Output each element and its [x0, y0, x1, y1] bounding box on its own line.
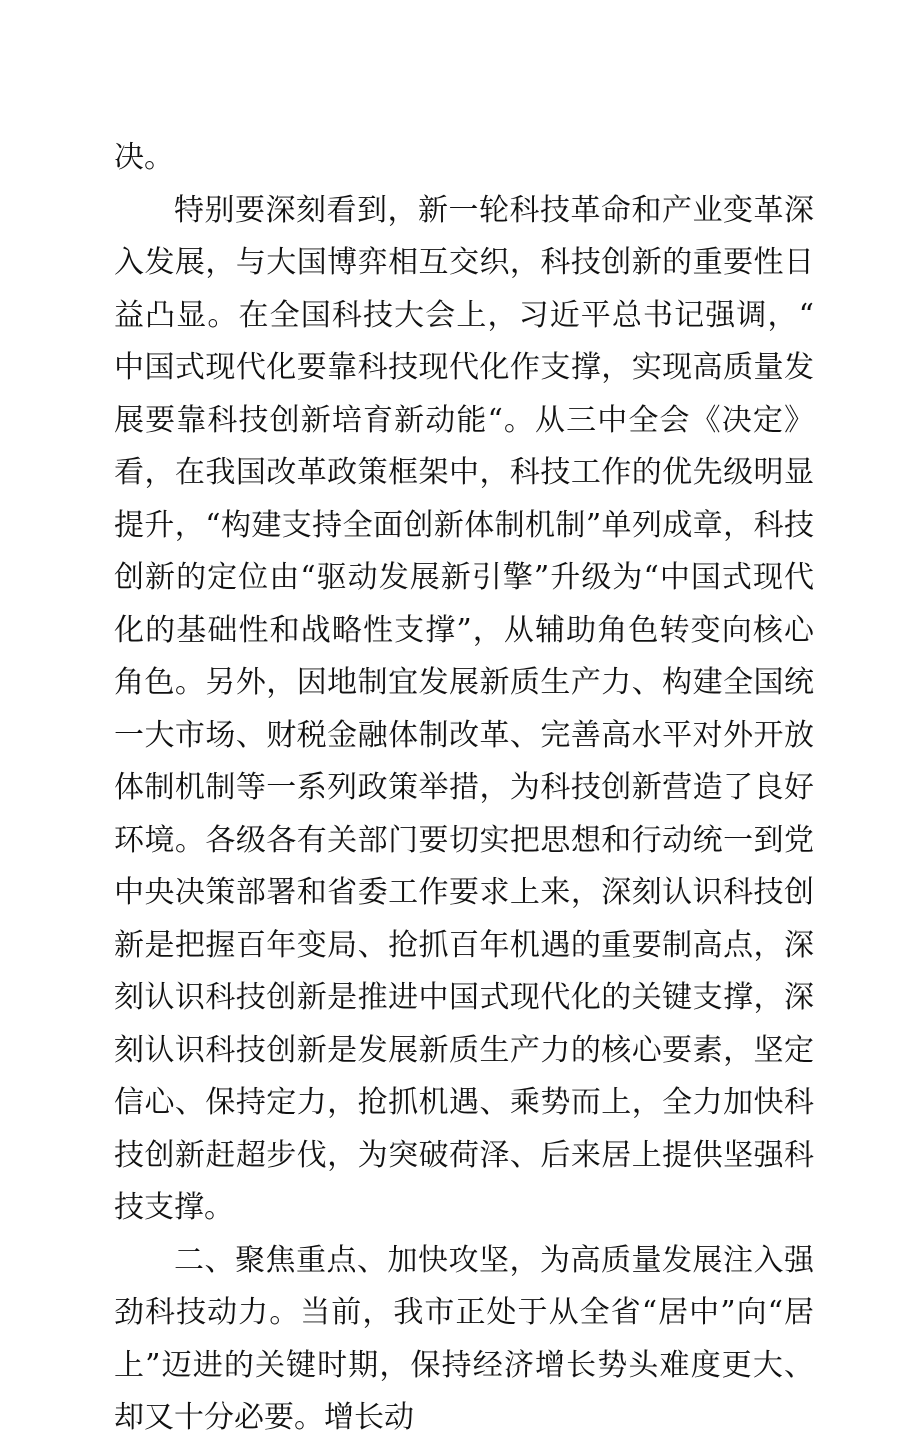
paragraph-section-two: 二、聚焦重点、加快攻坚，为高质量发展注入强劲科技动力。当前，我市正处于从全省“居中”向“居上”迈进的关键时期，保持经济增长势头难度更大、却又十分必要。增长动 — [114, 1242, 814, 1435]
paragraph-technology-importance: 特别要深刻看到，新一轮科技革命和产业变革深入发展，与大国博弈相互交织，科技创新的重要性日益凸显。在全国科技大会上，习近平总书记强调，“中国式现代化要靠科技现代化作支撑，实现高质量发展要靠科技创新培育新动能“。从三中全会《决定》看，在我国改革政策框架中，科技工作的优先级明显提升，“构建支持全面创新体制机制”单列成章，科技创新的定位由“驱动发展新引擎”升级为“中国式现代化的基础性和战略性支撑”，从辅助角色转变向核心角色。另外，因地制宜发展新质生产力、构建全国统一大市场、财税金融体制改革、完善高水平对外开放体制机制等一系列政策举措，为科技创新营造了良好环境。各级各有关部门要切实把思想和行动统一到党中央决策部署和省委工作要求上来，深刻认识科技创新是把握百年变局、抢抓百年机遇的重要制高点，深刻认识科技创新是推进中国式现代化的关键支撑，深刻认识科技创新是发展新质生产力的核心要素，坚定信心、保持定力，抢抓机遇、乘势而上，全力加快科技创新赶超步伐，为突破荷泽、后来居上提供坚强科技支撑。 — [114, 192, 814, 1225]
document-body — [114, 132, 814, 1445]
paragraph-continuation: 决。 — [114, 140, 174, 175]
